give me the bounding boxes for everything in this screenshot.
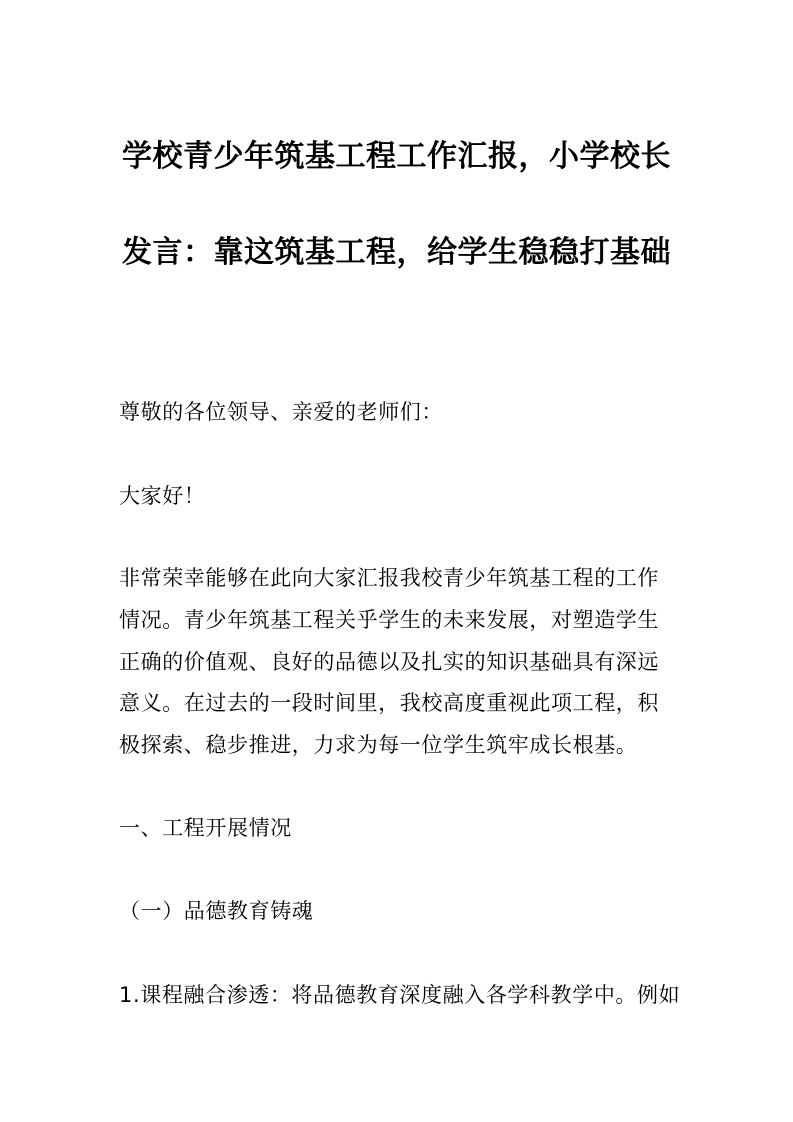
title-line-1: 学校青少年筑基工程工作汇报，小学校长: [122, 139, 671, 174]
salutation: 尊敬的各位领导、亲爱的老师们：: [119, 400, 443, 424]
item-line: 1.课程融合渗透：将品德教育深度融入各学科教学中。例如: [119, 983, 681, 1007]
greeting: 大家好！: [119, 484, 206, 508]
title-line-2: 发言：靠这筑基工程，给学生稳稳打基础: [122, 235, 671, 270]
subsection-heading: （一）品德教育铸魂: [119, 899, 314, 923]
intro-line: 正确的价值观、良好的品德以及扎实的知识基础具有深远: [119, 650, 659, 674]
intro-line: 极探索、稳步推进，力求为每一位学生筑牢成长根基。: [119, 733, 638, 757]
intro-line: 非常荣幸能够在此向大家汇报我校青少年筑基工程的工作: [119, 566, 659, 590]
intro-line: 意义。在过去的一段时间里，我校高度重视此项工程，积: [119, 691, 659, 715]
section-heading: 一、工程开展情况: [119, 816, 292, 840]
intro-line: 情况。青少年筑基工程关乎学生的未来发展，对塑造学生: [119, 608, 659, 632]
